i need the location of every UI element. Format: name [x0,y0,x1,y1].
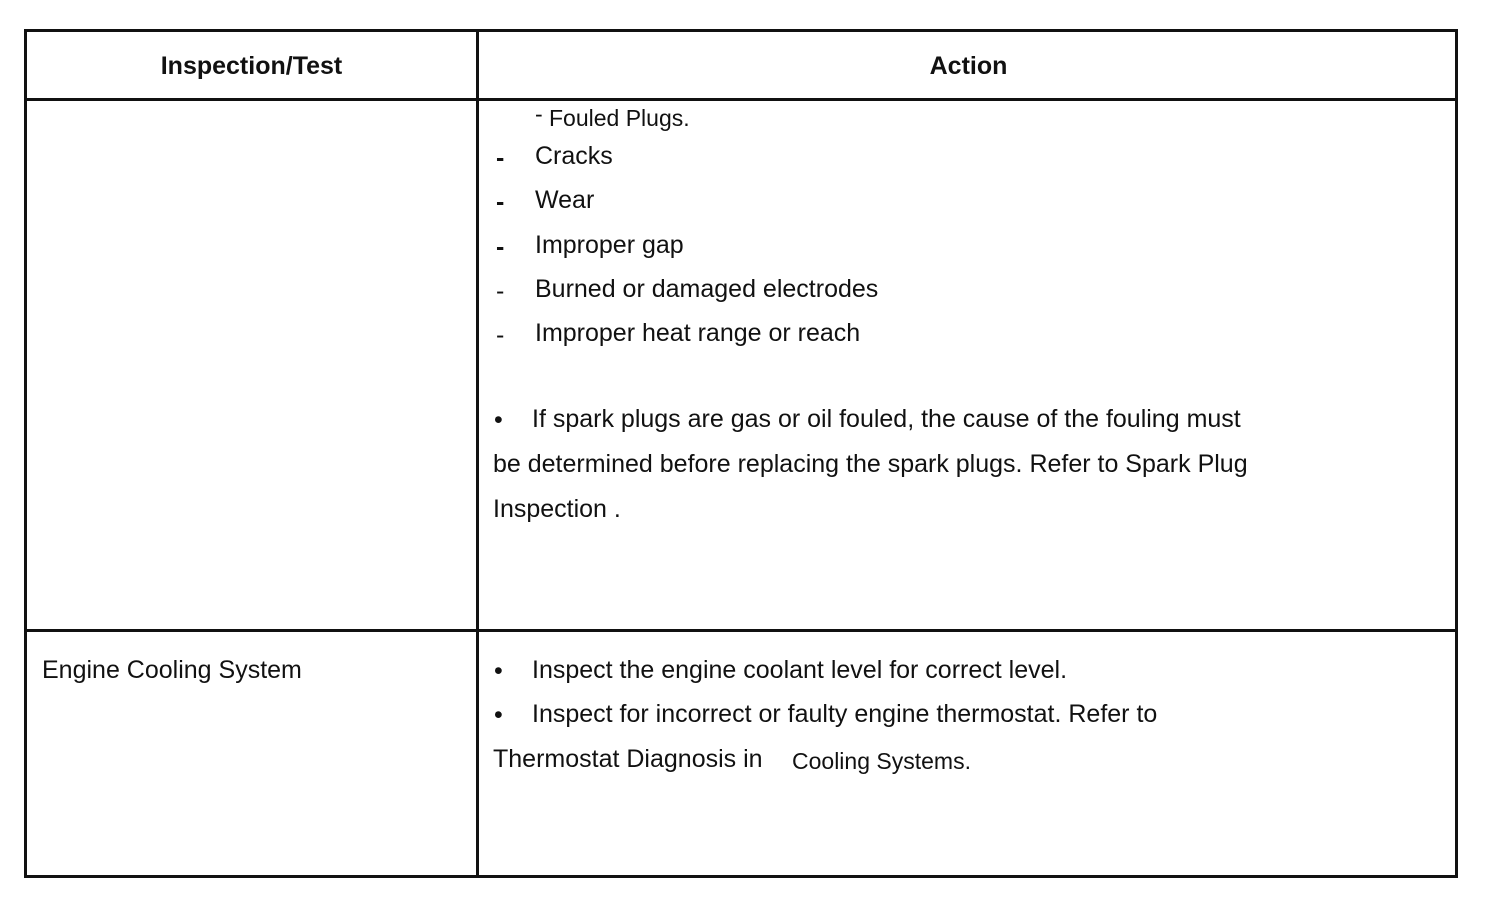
header-action: Action [929,51,1008,80]
list-item: Cracks [535,142,613,170]
action-line: Inspect for incorrect or faulty engine thermostat. Refer to [532,700,1158,728]
bullet: • [494,657,503,685]
row-divider [27,629,1455,632]
column-divider [476,32,479,875]
list-item: Improper gap [535,231,684,259]
list-dash: - [496,233,505,261]
list-dash: - [496,321,505,349]
action-line: Thermostat Diagnosis in [493,745,763,773]
header-inspection-test: Inspection/Test [160,51,343,80]
cooling-systems-reference: Cooling Systems. [792,748,971,774]
list-dash: - [496,144,505,172]
note-line: be determined before replacing the spark plugs. Refer to Spark Plug [493,450,1248,478]
bullet: • [494,701,503,729]
list-dash: - [496,277,505,305]
bullet: • [494,406,503,434]
action-line: Inspect the engine coolant level for correct level. [532,656,1068,684]
note-line: If spark plugs are gas or oil fouled, the cause of the fouling must [532,405,1241,433]
list-item: Wear [535,186,595,214]
list-item: Burned or damaged electrodes [535,275,879,303]
note-line: Inspection . [493,495,621,523]
inspection-engine-cooling-system: Engine Cooling System [42,656,302,684]
diagnostic-table [24,29,1458,878]
list-dash: - [496,188,505,216]
list-item: Improper heat range or reach [535,319,861,347]
fouled-plugs-item: Fouled Plugs. [549,105,690,131]
fouled-plugs-dash: - [535,101,543,127]
